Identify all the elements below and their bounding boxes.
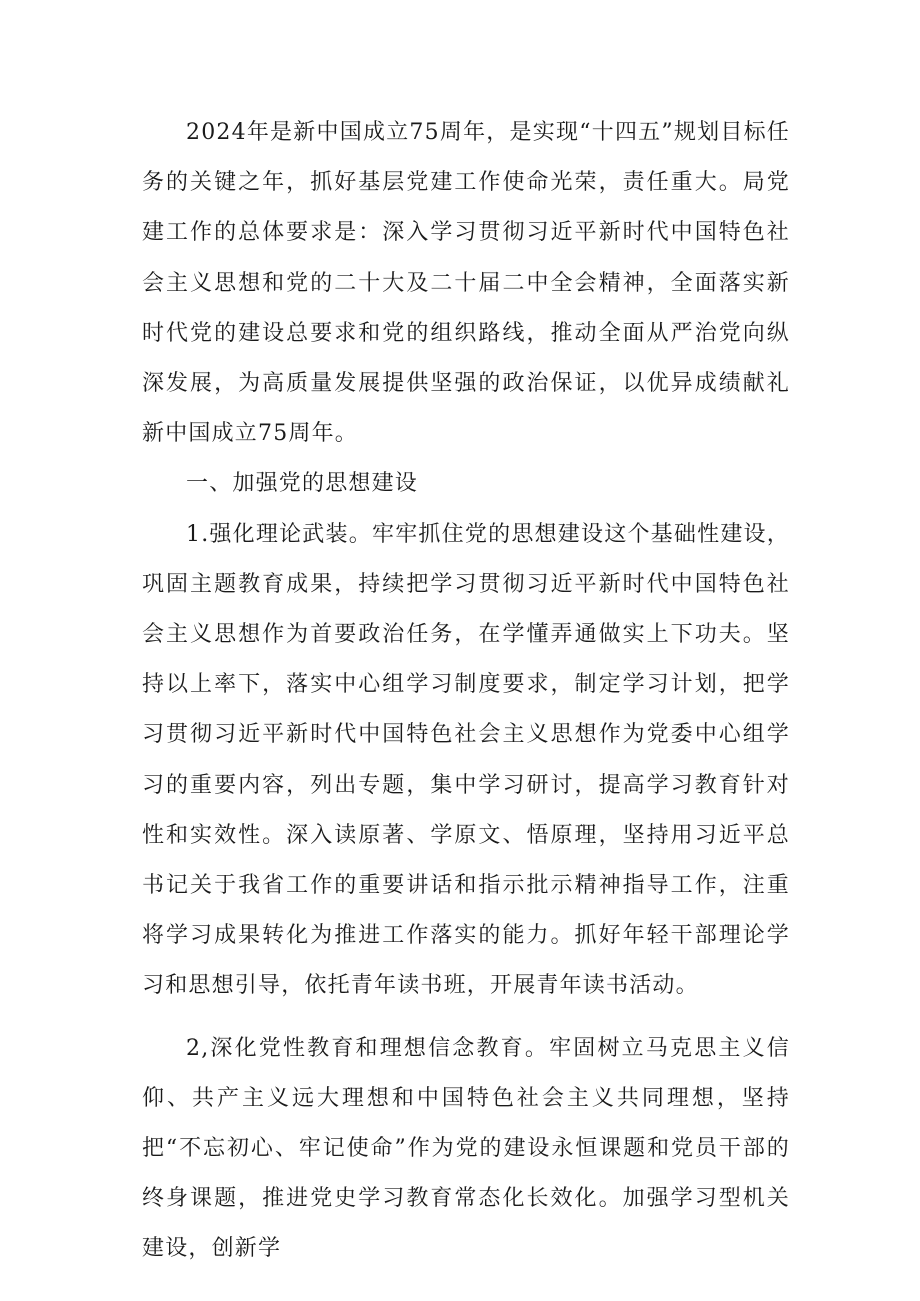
item-1-paragraph: 1.强化理论武装。牢牢抓住党的思想建设这个基础性建设，巩固主题教育成果，持续把学习贯彻习近平新时代中国特色社会主义思想作为首要政治任务，在学懂弄通做实上下功夫。坚持以上率下，落实中心组学习制度要求，制定学习计划，把学习贯彻习近平新时代中国特色社会主义思想作为党委中心组学习的重要内容，列出专题，集中学习研讨，提高学习教育针对性和实效性。深入读原著、学原文、悟原理，坚持用习近平总书记关于我省工作的重要讲话和指示批示精神指导工作，注重将学习成果转化为推进工作落实的能力。抓好年轻干部理论学习和思想引导，依托青年读书班，开展青年读书活动。 bbox=[142, 521, 790, 999]
intro-paragraph: 2024年是新中国成立75周年，是实现“十四五”规划目标任务的关键之年，抓好基层党建工作使命光荣，责任重大。局党建工作的总体要求是：深入学习贯彻习近平新时代中国特色社会主义思想和党的二十大及二十届二中全会精神，全面落实新时代党的建设总要求和党的组织路线，推动全面从严治党向纵深发展，为高质量发展提供坚强的政治保证，以优异成绩献礼新中国成立75周年。 bbox=[142, 120, 790, 447]
item-2-paragraph: 2,深化党性教育和理想信念教育。牢固树立马克思主义信仰、共产主义远大理想和中国特色社会主义共同理想，坚持把“不忘初心、牢记使命”作为党的建设永恒课题和党员干部的终身课题，推进党史学习教育常态化长效化。加强学习型机关建设，创新学 bbox=[142, 1035, 790, 1262]
section-heading: 一、加强党的思想建设 bbox=[186, 471, 419, 497]
document-body bbox=[142, 108, 790, 1275]
